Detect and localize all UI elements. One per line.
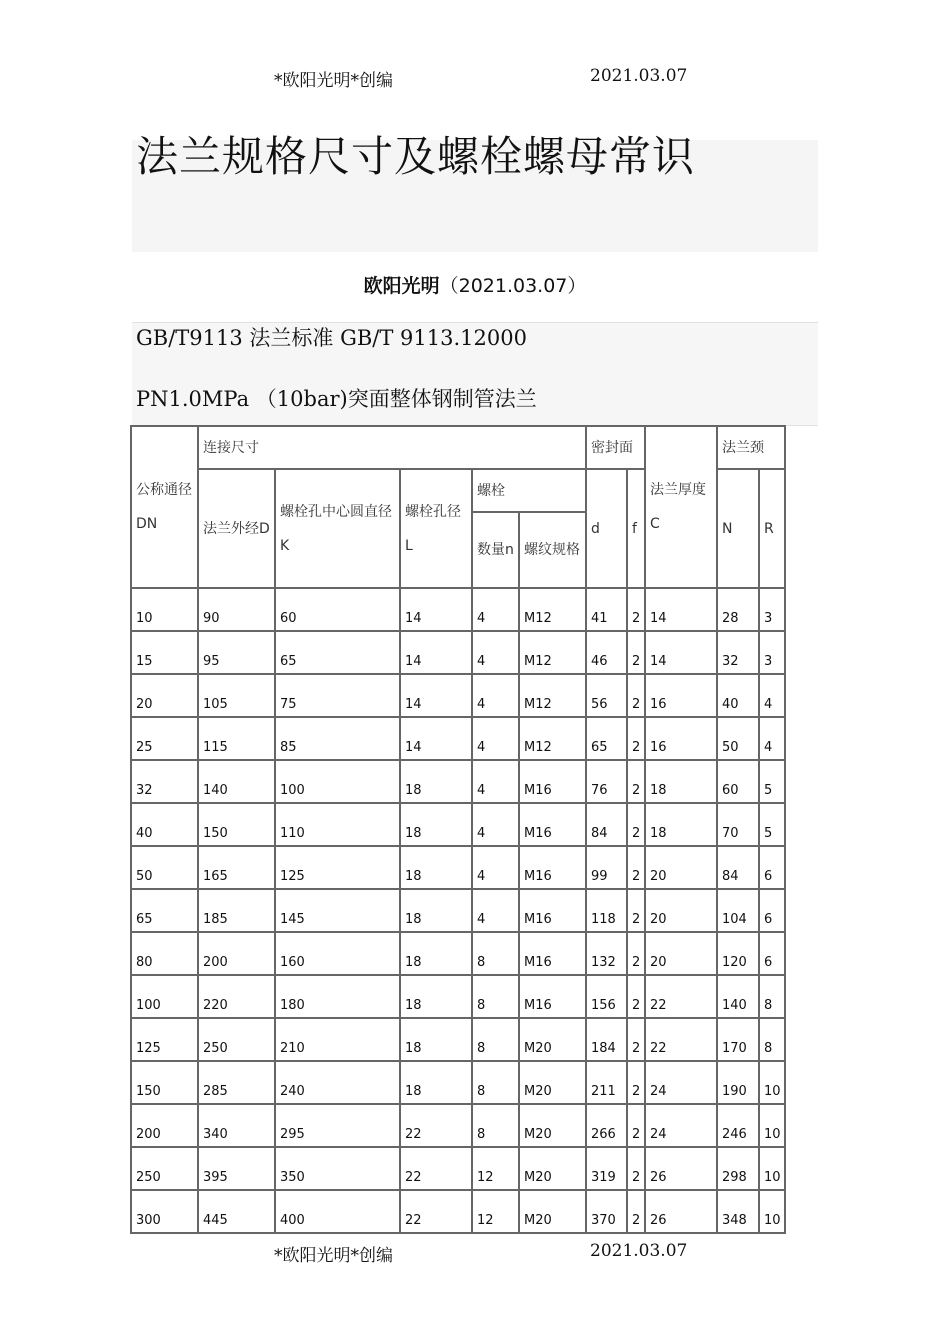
cell-qty: 12 bbox=[473, 1191, 520, 1234]
cell-qty: 8 bbox=[473, 1019, 520, 1062]
table-row bbox=[132, 675, 786, 718]
cell-bolt-circle: 240 bbox=[276, 1062, 401, 1105]
cell-bolt-hole: 18 bbox=[401, 1062, 473, 1105]
cell-flange-od: 340 bbox=[199, 1105, 276, 1148]
cell-d: 84 bbox=[587, 804, 628, 847]
cell-f: 2 bbox=[628, 632, 646, 675]
cell-flange-od: 90 bbox=[199, 589, 276, 632]
cell-r: 10 bbox=[760, 1191, 786, 1234]
cell-dn: 250 bbox=[132, 1148, 199, 1191]
cell-thread: M16 bbox=[520, 761, 587, 804]
page-footer bbox=[0, 1241, 950, 1265]
cell-f: 2 bbox=[628, 976, 646, 1019]
footer-author: *欧阳光明*创编 bbox=[274, 1246, 393, 1266]
cell-dn: 200 bbox=[132, 1105, 199, 1148]
table-row bbox=[132, 761, 786, 804]
flange-type-title: PN1.0MPa （10bar)突面整体钢制管法兰 bbox=[136, 387, 537, 411]
cell-bolt-hole: 18 bbox=[401, 847, 473, 890]
cell-n: 246 bbox=[718, 1105, 760, 1148]
cell-qty: 8 bbox=[473, 976, 520, 1019]
cell-f: 2 bbox=[628, 1019, 646, 1062]
header-f: f bbox=[628, 470, 646, 589]
cell-bolt-circle: 295 bbox=[276, 1105, 401, 1148]
cell-bolt-hole: 22 bbox=[401, 1105, 473, 1148]
header-bolt-circle: 螺栓孔中心圆直径 K bbox=[276, 470, 401, 589]
cell-f: 2 bbox=[628, 1191, 646, 1234]
cell-thickness: 24 bbox=[646, 1105, 718, 1148]
cell-d: 266 bbox=[587, 1105, 628, 1148]
header-author: *欧阳光明*创编 bbox=[274, 71, 393, 91]
table-row bbox=[132, 1191, 786, 1234]
header-flange-od: 法兰外经D bbox=[199, 470, 276, 589]
cell-bolt-hole: 22 bbox=[401, 1148, 473, 1191]
cell-dn: 65 bbox=[132, 890, 199, 933]
cell-n: 60 bbox=[718, 761, 760, 804]
cell-n: 40 bbox=[718, 675, 760, 718]
cell-qty: 8 bbox=[473, 1062, 520, 1105]
table-row bbox=[132, 890, 786, 933]
cell-n: 120 bbox=[718, 933, 760, 976]
cell-thickness: 26 bbox=[646, 1148, 718, 1191]
cell-n: 84 bbox=[718, 847, 760, 890]
cell-f: 2 bbox=[628, 847, 646, 890]
cell-bolt-hole: 18 bbox=[401, 976, 473, 1019]
cell-r: 6 bbox=[760, 890, 786, 933]
cell-thread: M12 bbox=[520, 675, 587, 718]
table-row bbox=[132, 1062, 786, 1105]
cell-bolt-hole: 14 bbox=[401, 718, 473, 761]
cell-flange-od: 105 bbox=[199, 675, 276, 718]
cell-bolt-circle: 350 bbox=[276, 1148, 401, 1191]
footer-date: 2021.03.07 bbox=[590, 1241, 688, 1261]
cell-bolt-hole: 18 bbox=[401, 890, 473, 933]
cell-thread: M20 bbox=[520, 1191, 587, 1234]
cell-d: 46 bbox=[587, 632, 628, 675]
cell-bolt-circle: 180 bbox=[276, 976, 401, 1019]
table-row bbox=[132, 718, 786, 761]
cell-thread: M16 bbox=[520, 804, 587, 847]
cell-flange-od: 95 bbox=[199, 632, 276, 675]
cell-thread: M16 bbox=[520, 933, 587, 976]
cell-n: 348 bbox=[718, 1191, 760, 1234]
cell-thickness: 18 bbox=[646, 804, 718, 847]
cell-dn: 300 bbox=[132, 1191, 199, 1234]
cell-n: 32 bbox=[718, 632, 760, 675]
header-seal: 密封面 bbox=[587, 427, 646, 470]
cell-thread: M20 bbox=[520, 1062, 587, 1105]
table-row bbox=[132, 589, 786, 632]
cell-bolt-circle: 65 bbox=[276, 632, 401, 675]
cell-n: 190 bbox=[718, 1062, 760, 1105]
cell-qty: 8 bbox=[473, 933, 520, 976]
cell-thread: M16 bbox=[520, 847, 587, 890]
cell-r: 10 bbox=[760, 1105, 786, 1148]
cell-f: 2 bbox=[628, 1148, 646, 1191]
cell-thread: M12 bbox=[520, 718, 587, 761]
cell-dn: 50 bbox=[132, 847, 199, 890]
cell-dn: 32 bbox=[132, 761, 199, 804]
cell-flange-od: 115 bbox=[199, 718, 276, 761]
cell-thread: M20 bbox=[520, 1148, 587, 1191]
cell-qty: 8 bbox=[473, 1105, 520, 1148]
table-row bbox=[132, 1105, 786, 1148]
cell-flange-od: 185 bbox=[199, 890, 276, 933]
cell-f: 2 bbox=[628, 933, 646, 976]
header-d: d bbox=[587, 470, 628, 589]
cell-qty: 4 bbox=[473, 589, 520, 632]
cell-r: 5 bbox=[760, 804, 786, 847]
cell-bolt-hole: 18 bbox=[401, 761, 473, 804]
cell-thickness: 24 bbox=[646, 1062, 718, 1105]
cell-dn: 150 bbox=[132, 1062, 199, 1105]
cell-qty: 4 bbox=[473, 718, 520, 761]
cell-d: 370 bbox=[587, 1191, 628, 1234]
author-line bbox=[0, 271, 950, 298]
cell-dn: 100 bbox=[132, 976, 199, 1019]
cell-thickness: 18 bbox=[646, 761, 718, 804]
cell-thread: M12 bbox=[520, 632, 587, 675]
cell-r: 6 bbox=[760, 847, 786, 890]
table-body bbox=[132, 589, 786, 1234]
cell-f: 2 bbox=[628, 589, 646, 632]
header-n: N bbox=[718, 470, 760, 589]
page-header bbox=[0, 66, 950, 90]
cell-dn: 80 bbox=[132, 933, 199, 976]
cell-f: 2 bbox=[628, 718, 646, 761]
cell-d: 76 bbox=[587, 761, 628, 804]
cell-f: 2 bbox=[628, 1062, 646, 1105]
header-thickness: 法兰厚度 C bbox=[646, 427, 718, 589]
cell-qty: 4 bbox=[473, 847, 520, 890]
cell-flange-od: 445 bbox=[199, 1191, 276, 1234]
cell-flange-od: 285 bbox=[199, 1062, 276, 1105]
cell-bolt-circle: 400 bbox=[276, 1191, 401, 1234]
cell-d: 118 bbox=[587, 890, 628, 933]
cell-r: 6 bbox=[760, 933, 786, 976]
author-name: 欧阳光明 bbox=[363, 275, 440, 297]
header-qty: 数量n bbox=[473, 513, 520, 589]
cell-flange-od: 220 bbox=[199, 976, 276, 1019]
table-row bbox=[132, 976, 786, 1019]
cell-f: 2 bbox=[628, 761, 646, 804]
cell-r: 5 bbox=[760, 761, 786, 804]
cell-n: 170 bbox=[718, 1019, 760, 1062]
header-bolt: 螺栓 bbox=[473, 470, 587, 513]
cell-d: 211 bbox=[587, 1062, 628, 1105]
cell-f: 2 bbox=[628, 1105, 646, 1148]
header-bolt-hole: 螺栓孔径 L bbox=[401, 470, 473, 589]
cell-flange-od: 395 bbox=[199, 1148, 276, 1191]
cell-r: 4 bbox=[760, 718, 786, 761]
cell-bolt-circle: 110 bbox=[276, 804, 401, 847]
cell-flange-od: 140 bbox=[199, 761, 276, 804]
cell-r: 8 bbox=[760, 976, 786, 1019]
cell-r: 8 bbox=[760, 1019, 786, 1062]
cell-n: 70 bbox=[718, 804, 760, 847]
table-row bbox=[132, 1148, 786, 1191]
cell-thickness: 22 bbox=[646, 1019, 718, 1062]
header-thread: 螺纹规格 bbox=[520, 513, 587, 589]
cell-r: 4 bbox=[760, 675, 786, 718]
standard-title: GB/T9113 法兰标准 GB/T 9113.12000 bbox=[136, 326, 527, 350]
cell-bolt-hole: 14 bbox=[401, 675, 473, 718]
cell-thickness: 14 bbox=[646, 632, 718, 675]
cell-bolt-circle: 85 bbox=[276, 718, 401, 761]
cell-dn: 40 bbox=[132, 804, 199, 847]
cell-n: 104 bbox=[718, 890, 760, 933]
cell-thread: M12 bbox=[520, 589, 587, 632]
cell-f: 2 bbox=[628, 804, 646, 847]
cell-r: 3 bbox=[760, 632, 786, 675]
cell-bolt-circle: 60 bbox=[276, 589, 401, 632]
cell-thickness: 20 bbox=[646, 890, 718, 933]
cell-flange-od: 165 bbox=[199, 847, 276, 890]
cell-d: 132 bbox=[587, 933, 628, 976]
cell-bolt-circle: 100 bbox=[276, 761, 401, 804]
cell-bolt-hole: 14 bbox=[401, 632, 473, 675]
cell-bolt-circle: 75 bbox=[276, 675, 401, 718]
cell-n: 50 bbox=[718, 718, 760, 761]
cell-qty: 4 bbox=[473, 890, 520, 933]
cell-flange-od: 150 bbox=[199, 804, 276, 847]
cell-d: 65 bbox=[587, 718, 628, 761]
page-title: 法兰规格尺寸及螺栓螺母常识 bbox=[136, 132, 696, 181]
cell-dn: 25 bbox=[132, 718, 199, 761]
cell-thread: M20 bbox=[520, 1105, 587, 1148]
cell-d: 319 bbox=[587, 1148, 628, 1191]
cell-bolt-circle: 145 bbox=[276, 890, 401, 933]
cell-flange-od: 250 bbox=[199, 1019, 276, 1062]
cell-d: 99 bbox=[587, 847, 628, 890]
cell-thickness: 16 bbox=[646, 675, 718, 718]
cell-dn: 20 bbox=[132, 675, 199, 718]
cell-qty: 4 bbox=[473, 675, 520, 718]
cell-thread: M16 bbox=[520, 890, 587, 933]
cell-flange-od: 200 bbox=[199, 933, 276, 976]
cell-r: 10 bbox=[760, 1062, 786, 1105]
table-row bbox=[132, 804, 786, 847]
cell-d: 156 bbox=[587, 976, 628, 1019]
cell-qty: 12 bbox=[473, 1148, 520, 1191]
table-row bbox=[132, 933, 786, 976]
cell-d: 41 bbox=[587, 589, 628, 632]
cell-bolt-circle: 210 bbox=[276, 1019, 401, 1062]
cell-r: 3 bbox=[760, 589, 786, 632]
cell-thickness: 20 bbox=[646, 847, 718, 890]
flange-spec-table bbox=[130, 425, 786, 1234]
cell-n: 140 bbox=[718, 976, 760, 1019]
cell-thickness: 16 bbox=[646, 718, 718, 761]
table-row bbox=[132, 847, 786, 890]
cell-r: 10 bbox=[760, 1148, 786, 1191]
cell-thickness: 26 bbox=[646, 1191, 718, 1234]
header-date: 2021.03.07 bbox=[590, 66, 688, 86]
cell-thread: M20 bbox=[520, 1019, 587, 1062]
cell-dn: 10 bbox=[132, 589, 199, 632]
cell-n: 28 bbox=[718, 589, 760, 632]
author-date: （2021.03.07） bbox=[439, 275, 587, 297]
cell-bolt-hole: 14 bbox=[401, 589, 473, 632]
cell-thread: M16 bbox=[520, 976, 587, 1019]
cell-qty: 4 bbox=[473, 632, 520, 675]
cell-n: 298 bbox=[718, 1148, 760, 1191]
table-row bbox=[132, 632, 786, 675]
header-dn: 公称通径DN bbox=[132, 427, 199, 589]
cell-bolt-hole: 18 bbox=[401, 933, 473, 976]
cell-bolt-circle: 160 bbox=[276, 933, 401, 976]
cell-dn: 125 bbox=[132, 1019, 199, 1062]
cell-qty: 4 bbox=[473, 804, 520, 847]
cell-f: 2 bbox=[628, 675, 646, 718]
cell-f: 2 bbox=[628, 890, 646, 933]
cell-bolt-hole: 18 bbox=[401, 1019, 473, 1062]
cell-qty: 4 bbox=[473, 761, 520, 804]
header-connection: 连接尺寸 bbox=[199, 427, 587, 470]
cell-thickness: 20 bbox=[646, 933, 718, 976]
table-row bbox=[132, 1019, 786, 1062]
header-neck: 法兰颈 bbox=[718, 427, 786, 470]
cell-d: 184 bbox=[587, 1019, 628, 1062]
cell-bolt-hole: 22 bbox=[401, 1191, 473, 1234]
cell-bolt-hole: 18 bbox=[401, 804, 473, 847]
cell-thickness: 22 bbox=[646, 976, 718, 1019]
header-r: R bbox=[760, 470, 786, 589]
cell-dn: 15 bbox=[132, 632, 199, 675]
cell-thickness: 14 bbox=[646, 589, 718, 632]
cell-d: 56 bbox=[587, 675, 628, 718]
cell-bolt-circle: 125 bbox=[276, 847, 401, 890]
